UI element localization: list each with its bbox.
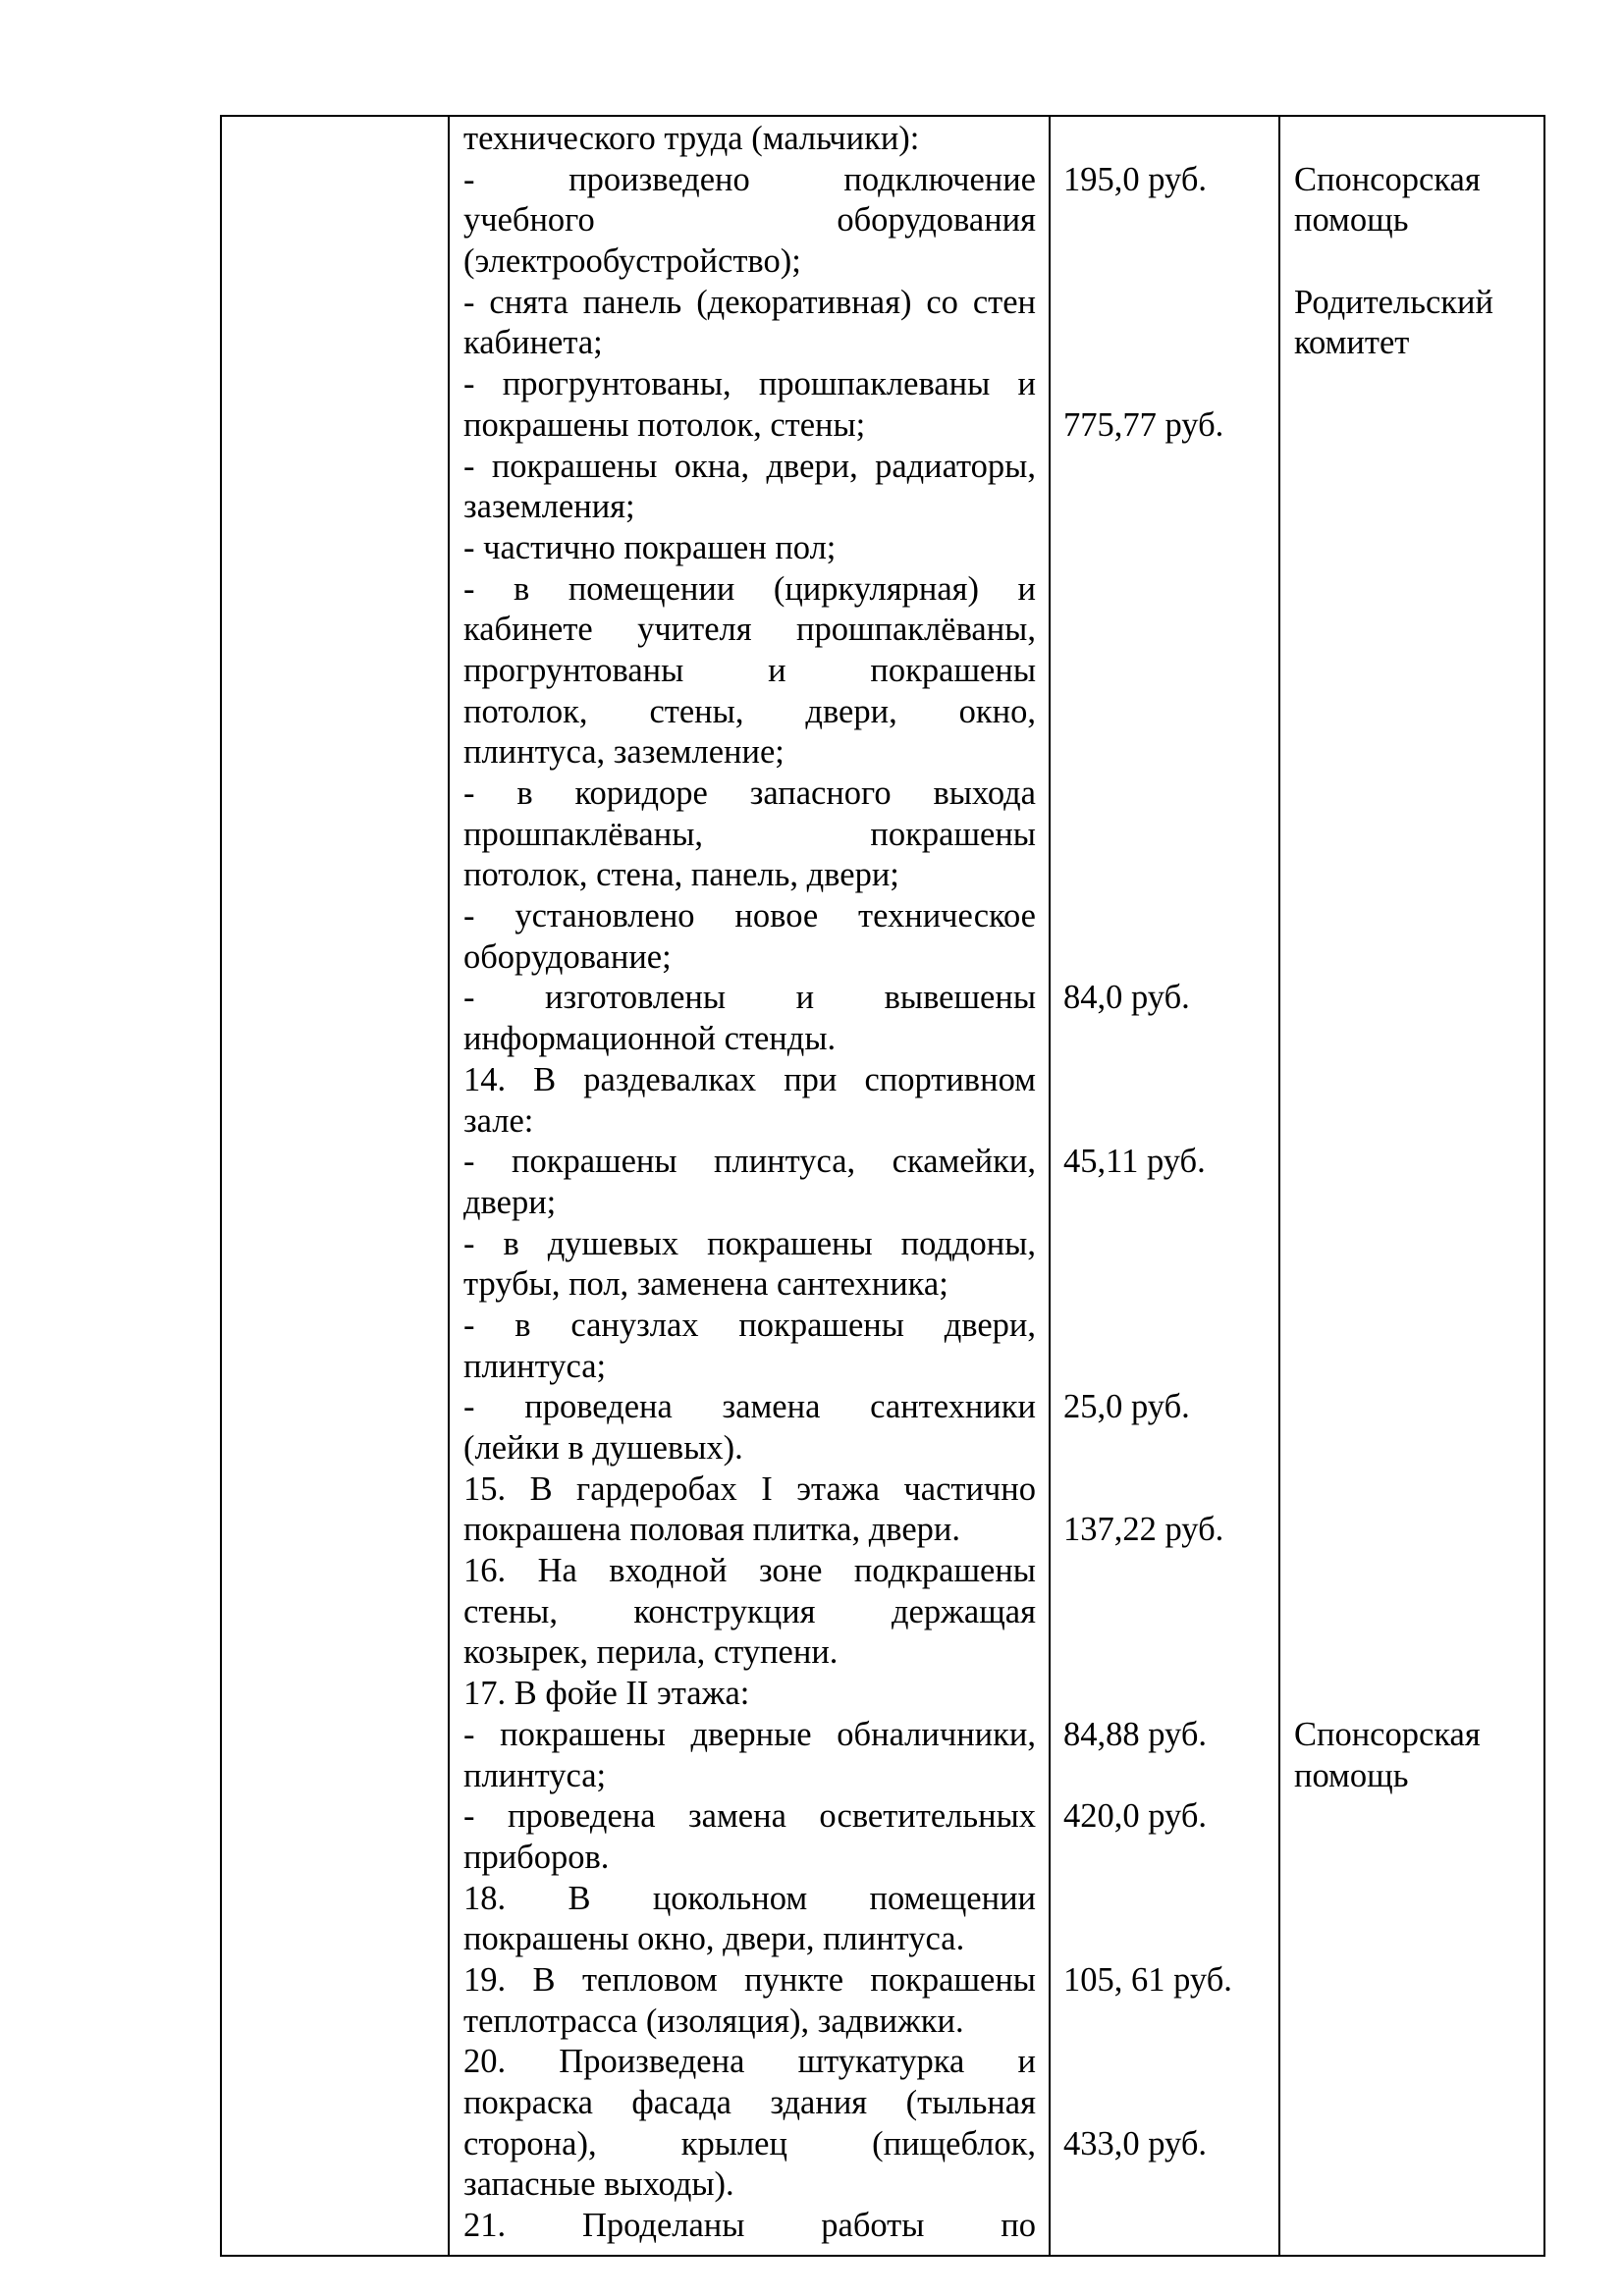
funding-source-line: [1294, 364, 1530, 405]
funding-source-line: [1294, 119, 1530, 160]
funding-source-line: [1294, 1592, 1530, 1633]
amount-line: [1063, 1101, 1260, 1143]
description-line: 21. Проделаны работы по: [463, 2207, 1036, 2245]
description-line: (лейки в душевых).: [463, 1429, 743, 1467]
funding-source-line: [1294, 1019, 1530, 1060]
funding-source-line: Спонсорская: [1294, 1715, 1481, 1753]
description-line: двери;: [463, 1183, 557, 1221]
funding-source-line: [1294, 241, 1530, 283]
description-line: 17. В фойе II этажа:: [463, 1675, 750, 1713]
description-line: трубы, пол, заменена сантехника;: [463, 1265, 948, 1304]
funding-source-line: [1294, 1838, 1530, 1879]
table-border-right: [1543, 115, 1545, 2257]
description-line: прогрунтованы и покрашены: [463, 651, 1036, 689]
amount-line: 105, 61 руб.: [1063, 1960, 1232, 1999]
description-line: потолок, стена, панель, двери;: [463, 856, 899, 894]
funding-source-line: [1294, 978, 1530, 1019]
amount-line: 137,22 руб.: [1063, 1511, 1224, 1549]
description-line: запасные выходы).: [463, 2165, 734, 2204]
funding-source-line: [1294, 487, 1530, 528]
funding-source-line: [1294, 1060, 1530, 1101]
description-line: - произведено подключение: [463, 160, 1036, 198]
amount-line: [1063, 283, 1260, 324]
funding-source-line: [1294, 1264, 1530, 1306]
description-line: - проведена замена сантехники: [463, 1388, 1036, 1426]
description-line: - в санузлах покрашены двери,: [463, 1306, 1036, 1344]
funding-source-line: [1294, 1469, 1530, 1511]
funding-source-line: [1294, 1919, 1530, 1960]
description-line: 14. В раздевалках при спортивном: [463, 1060, 1036, 1098]
amount-line: [1063, 896, 1260, 937]
description-line: 16. На входной зоне подкрашены: [463, 1552, 1036, 1590]
amount-line: [1063, 1347, 1260, 1388]
amount-line: 84,88 руб.: [1063, 1715, 1208, 1753]
amount-line: [1063, 610, 1260, 651]
description-line: - проведена замена осветительных: [463, 1797, 1036, 1836]
description-line: - частично покрашен пол;: [463, 528, 837, 566]
description-line: сторона), крылец (пищеблок,: [463, 2124, 1036, 2163]
amount-line: 195,0 руб.: [1063, 160, 1208, 198]
description-line: - установлено новое техническое: [463, 897, 1036, 935]
description-line: 15. В гардеробах I этажа частично: [463, 1469, 1036, 1508]
description-line: - покрашены дверные обналичники,: [463, 1715, 1036, 1753]
funding-source-line: [1294, 1306, 1530, 1347]
funding-source-line: [1294, 2206, 1530, 2247]
description-line: - покрашены плинтуса, скамейки,: [463, 1143, 1036, 1181]
amount-line: [1063, 2083, 1260, 2124]
amount-line: 84,0 руб.: [1063, 979, 1190, 1017]
funding-source-line: [1294, 855, 1530, 896]
funding-source-line: [1294, 1183, 1530, 1224]
amount-line: [1063, 1592, 1260, 1633]
description-line: учебного оборудования: [463, 201, 1036, 240]
amount-line: [1063, 2042, 1260, 2083]
amount-line: 420,0 руб.: [1063, 1797, 1208, 1836]
funding-source-line: Родительский: [1294, 283, 1493, 321]
description-line: оборудование;: [463, 937, 672, 976]
description-line: информационной стенды.: [463, 1020, 837, 1058]
amount-line: [1063, 1674, 1260, 1715]
amount-line: [1063, 487, 1260, 528]
amount-line: [1063, 1551, 1260, 1592]
description-line: - изготовлены и вывешены: [463, 979, 1036, 1017]
description-line: технического труда (мальчики):: [463, 120, 920, 157]
description-line: - покрашены окна, двери, радиаторы,: [463, 447, 1036, 485]
description-line: - в помещении (циркулярная) и: [463, 569, 1036, 608]
table-border-col3: [1278, 115, 1280, 2257]
table-top-border: [220, 115, 1545, 117]
description-line: - снята панель (декоративная) со стен: [463, 283, 1036, 321]
funding-source-line: [1294, 2164, 1530, 2206]
funding-source-line: помощь: [1294, 201, 1409, 240]
amount-line: [1063, 1060, 1260, 1101]
amount-line: [1063, 2164, 1260, 2206]
funding-source-line: [1294, 1347, 1530, 1388]
funding-source-line: комитет: [1294, 324, 1410, 362]
amount-line: [1063, 364, 1260, 405]
amount-line: [1063, 447, 1260, 488]
funding-source-line: [1294, 1879, 1530, 1920]
amount-line: [1063, 855, 1260, 896]
description-line: потолок, стены, двери, окно,: [463, 692, 1036, 730]
funding-source-line: [1294, 1428, 1530, 1469]
amount-line: [1063, 241, 1260, 283]
amount-line: [1063, 528, 1260, 569]
funding-source-line: [1294, 1101, 1530, 1143]
amount-line: [1063, 2002, 1260, 2043]
funding-source-column: [1294, 119, 1530, 2247]
amount-line: [1063, 323, 1260, 364]
amount-line: 25,0 руб.: [1063, 1388, 1190, 1426]
amount-line: [1063, 1879, 1260, 1920]
description-column: [463, 119, 1036, 2247]
table-border-col2: [1049, 115, 1051, 2257]
table-border-col1: [448, 115, 450, 2257]
funding-source-line: [1294, 2083, 1530, 2124]
description-line: покрашена половая плитка, двери.: [463, 1511, 960, 1549]
amount-line: 45,11 руб.: [1063, 1143, 1206, 1181]
description-line: приборов.: [463, 1838, 610, 1876]
amount-line: [1063, 1306, 1260, 1347]
amount-line: [1063, 1919, 1260, 1960]
amount-line: [1063, 732, 1260, 774]
amount-line: [1063, 1224, 1260, 1265]
amount-line: [1063, 815, 1260, 856]
funding-source-line: [1294, 1387, 1530, 1428]
description-line: козырек, перила, ступени.: [463, 1633, 839, 1672]
description-line: теплотрасса (изоляция), задвижки.: [463, 2002, 964, 2040]
amount-line: [1063, 651, 1260, 692]
description-line: прошпаклёваны, покрашены: [463, 815, 1036, 853]
amount-line: [1063, 1264, 1260, 1306]
amount-line: [1063, 1838, 1260, 1879]
amount-line: [1063, 1428, 1260, 1469]
funding-source-line: [1294, 774, 1530, 815]
amount-line: [1063, 1756, 1260, 1797]
description-line: 20. Произведена штукатурка и: [463, 2043, 1036, 2081]
description-line: покрашены окно, двери, плинтуса.: [463, 1920, 965, 1958]
amount-column: [1063, 119, 1260, 2247]
funding-source-line: [1294, 692, 1530, 733]
description-line: кабинета;: [463, 324, 603, 362]
amount-line: 775,77 руб.: [1063, 405, 1224, 444]
description-line: покрашены потолок, стены;: [463, 405, 866, 444]
funding-source-line: [1294, 2002, 1530, 2043]
description-line: - в коридоре запасного выхода: [463, 774, 1036, 812]
description-line: заземления;: [463, 488, 635, 526]
description-line: покраска фасада здания (тыльная: [463, 2084, 1036, 2121]
funding-source-line: [1294, 2042, 1530, 2083]
amount-line: [1063, 1183, 1260, 1224]
amount-line: [1063, 937, 1260, 979]
amount-line: [1063, 119, 1260, 160]
amount-line: [1063, 200, 1260, 241]
funding-source-line: [1294, 528, 1530, 569]
funding-source-line: [1294, 1796, 1530, 1838]
funding-source-line: Спонсорская: [1294, 160, 1481, 198]
description-line: (электрообустройство);: [463, 242, 801, 281]
funding-source-line: [1294, 1142, 1530, 1183]
funding-source-line: [1294, 1960, 1530, 2002]
description-line: кабинете учителя прошпаклёваны,: [463, 611, 1036, 649]
description-line: плинтуса, заземление;: [463, 733, 785, 772]
description-line: - в душевых покрашены поддоны,: [463, 1224, 1036, 1262]
funding-source-line: [1294, 896, 1530, 937]
amount-line: [1063, 1469, 1260, 1511]
amount-line: [1063, 2206, 1260, 2247]
description-line: - прогрунтованы, прошпаклеваны и: [463, 365, 1036, 403]
funding-source-line: [1294, 1510, 1530, 1551]
amount-line: [1063, 692, 1260, 733]
description-line: 18. В цокольном помещении: [463, 1879, 1036, 1917]
funding-source-line: помощь: [1294, 1756, 1409, 1794]
amount-line: [1063, 1632, 1260, 1674]
description-line: плинтуса;: [463, 1756, 607, 1794]
funding-source-line: [1294, 1674, 1530, 1715]
table-border-left: [220, 115, 222, 2257]
funding-source-line: [1294, 651, 1530, 692]
table-bottom-border: [220, 2255, 1545, 2257]
funding-source-line: [1294, 815, 1530, 856]
funding-source-line: [1294, 1551, 1530, 1592]
funding-source-line: [1294, 405, 1530, 447]
description-line: плинтуса;: [463, 1347, 607, 1385]
funding-source-line: [1294, 732, 1530, 774]
description-line: зале:: [463, 1101, 534, 1140]
amount-line: 433,0 руб.: [1063, 2124, 1208, 2163]
amount-line: [1063, 569, 1260, 611]
funding-source-line: [1294, 1224, 1530, 1265]
amount-line: [1063, 1019, 1260, 1060]
funding-source-line: [1294, 447, 1530, 488]
funding-source-line: [1294, 1632, 1530, 1674]
funding-source-line: [1294, 937, 1530, 979]
funding-source-line: [1294, 2124, 1530, 2165]
funding-source-line: [1294, 569, 1530, 611]
amount-line: [1063, 774, 1260, 815]
description-line: стены, конструкция держащая: [463, 1592, 1036, 1630]
description-line: 19. В тепловом пункте покрашены: [463, 1960, 1036, 1999]
funding-source-line: [1294, 610, 1530, 651]
